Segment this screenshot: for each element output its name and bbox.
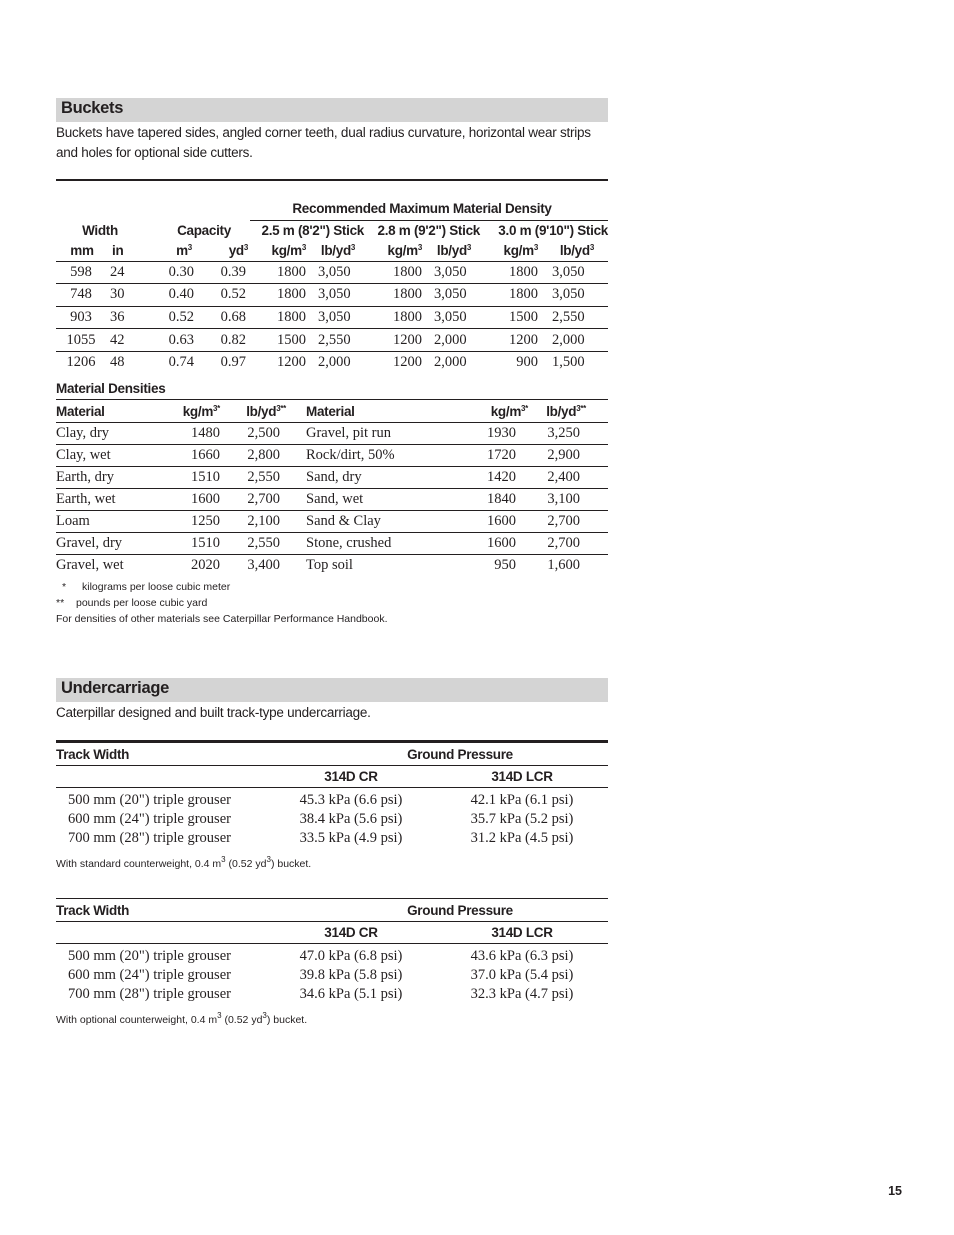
ground-pressure-header: Ground Pressure <box>266 744 608 765</box>
ground-pressure-table-1-top-rule <box>56 740 608 743</box>
314d-cr-header: 314D CR <box>266 921 436 943</box>
unit-lbyd3-1: $lb/yd^3$ <box>310 240 366 261</box>
table-row: Gravel, dry 1510 2,550 Stone, crushed 1600 2,700 <box>56 533 608 555</box>
capacity-header: Capacity <box>177 222 231 238</box>
footnote-handbook: For densities of other materials see Caterpillar Performance Handbook. <box>56 613 388 625</box>
buckets-heading: Buckets <box>61 99 124 117</box>
stick-3-0m-header: 3.0 m (9'10") Stick <box>498 222 608 238</box>
footnote-lb: ** pounds per loose cubic yard <box>56 597 208 609</box>
table-row: 1055 42 0.63 0.82 1500 2,550 1200 2,000 1200 2,000 <box>56 329 608 352</box>
optional-counterweight-note: With optional counterweight, 0.4 $m^3$ (0.52 $yd^3$) bucket. <box>56 1011 308 1026</box>
lbyd3-col-header-2: $lb/yd^{3**}$ <box>536 400 608 423</box>
kgm3-col-header: $kg/m^{3*}$ <box>164 400 220 423</box>
lbyd3-col-header: $lb/yd^{3**}$ <box>220 400 300 423</box>
material-col-header: Material <box>56 400 164 423</box>
314d-lcr-header: 314D LCR <box>436 921 608 943</box>
ground-pressure-header: Ground Pressure <box>266 900 608 921</box>
table-row: 1206 48 0.74 0.97 1200 2,000 1200 2,000 900 1,500 <box>66 354 585 371</box>
width-header: Width <box>82 222 118 238</box>
table-row: Clay, dry 1480 2,500 Gravel, pit run 1930 3,250 <box>56 423 608 445</box>
unit-lbyd3-3: $lb/yd^3$ <box>542 240 608 261</box>
material-densities-heading: Material Densities <box>56 381 166 396</box>
standard-counterweight-note: With standard counterweight, 0.4 $m^3$ (0.52 $yd^3$) bucket. <box>56 855 312 870</box>
table-row: Clay, wet 1660 2,800 Rock/dirt, 50% 1720 2,900 <box>56 445 608 467</box>
track-width-header: Track Width <box>56 744 266 765</box>
page-number: 15 <box>888 1184 902 1198</box>
material-densities-table <box>56 399 608 576</box>
undercarriage-section-header <box>56 678 608 702</box>
table-row: 600 mm (24") triple grouser 38.4 kPa (5.6 psi) 35.7 kPa (5.2 psi) <box>68 811 574 827</box>
table-row: 600 mm (24") triple grouser 39.8 kPa (5.8 psi) 37.0 kPa (5.4 psi) <box>68 967 574 983</box>
314d-cr-header: 314D CR <box>266 765 436 787</box>
table-row: 903 36 0.52 0.68 1800 3,050 1800 3,050 1500 2,550 <box>56 306 608 329</box>
buckets-section-header <box>56 98 608 122</box>
buckets-table-top-rule <box>56 179 608 181</box>
unit-kgm3-2: $kg/m^3$ <box>366 240 426 261</box>
table-row: 500 mm (20") triple grouser 45.3 kPa (6.6 psi) 42.1 kPa (6.1 psi) <box>68 792 574 808</box>
undercarriage-heading: Undercarriage <box>61 679 169 697</box>
unit-mm: mm <box>56 240 106 261</box>
kgm3-col-header-2: $kg/m^{3*}$ <box>452 400 536 423</box>
table-row: Gravel, wet 2020 3,400 Top soil 950 1,600 <box>56 557 580 573</box>
material-col-header-2: Material <box>300 400 452 423</box>
unit-in: in <box>106 240 150 261</box>
recommended-density-header: Recommended Maximum Material Density <box>250 198 608 220</box>
buckets-intro: Buckets have tapered sides, angled corner teeth, dual radius curvature, horizontal wear strips and holes for optional side cutters. <box>56 125 591 160</box>
material-footnotes <box>56 579 388 627</box>
ground-pressure-table-standard <box>56 744 608 848</box>
table-row: 500 mm (20") triple grouser 47.0 kPa (6.8 psi) 43.6 kPa (6.3 psi) <box>68 948 574 964</box>
footnote-kg: * kilograms per loose cubic meter <box>62 581 231 593</box>
table-row: 748 30 0.40 0.52 1800 3,050 1800 3,050 1800 3,050 <box>56 284 608 307</box>
stick-2-8m-header: 2.8 m (9'2") Stick <box>377 222 480 238</box>
stick-2-5m-header: 2.5 m (8'2") Stick <box>261 222 364 238</box>
314d-lcr-header: 314D LCR <box>436 765 608 787</box>
table-row: Loam 1250 2,100 Sand & Clay 1600 2,700 <box>56 511 608 533</box>
track-width-header: Track Width <box>56 900 266 921</box>
table-row: Earth, wet 1600 2,700 Sand, wet 1840 3,100 <box>56 489 608 511</box>
unit-lbyd3-2: $lb/yd^3$ <box>426 240 482 261</box>
unit-kgm3-1: $kg/m^3$ <box>250 240 310 261</box>
unit-m3: $m^3$ <box>150 240 200 261</box>
ground-pressure-table-optional <box>56 900 608 1004</box>
table-row: 598 24 0.30 0.39 1800 3,050 1800 3,050 1800 3,050 <box>56 261 608 284</box>
table-row: Earth, dry 1510 2,550 Sand, dry 1420 2,400 <box>56 467 608 489</box>
unit-kgm3-3: $kg/m^3$ <box>482 240 542 261</box>
ground-pressure-table-2-top-rule <box>56 898 608 899</box>
bucket-table <box>56 198 608 373</box>
table-row: 700 mm (28") triple grouser 34.6 kPa (5.1 psi) 32.3 kPa (4.7 psi) <box>68 986 574 1002</box>
undercarriage-intro: Caterpillar designed and built track-type undercarriage. <box>56 705 371 720</box>
table-row: 700 mm (28") triple grouser 33.5 kPa (4.9 psi) 31.2 kPa (4.5 psi) <box>68 830 574 846</box>
unit-yd3: $yd^3$ <box>200 240 250 261</box>
